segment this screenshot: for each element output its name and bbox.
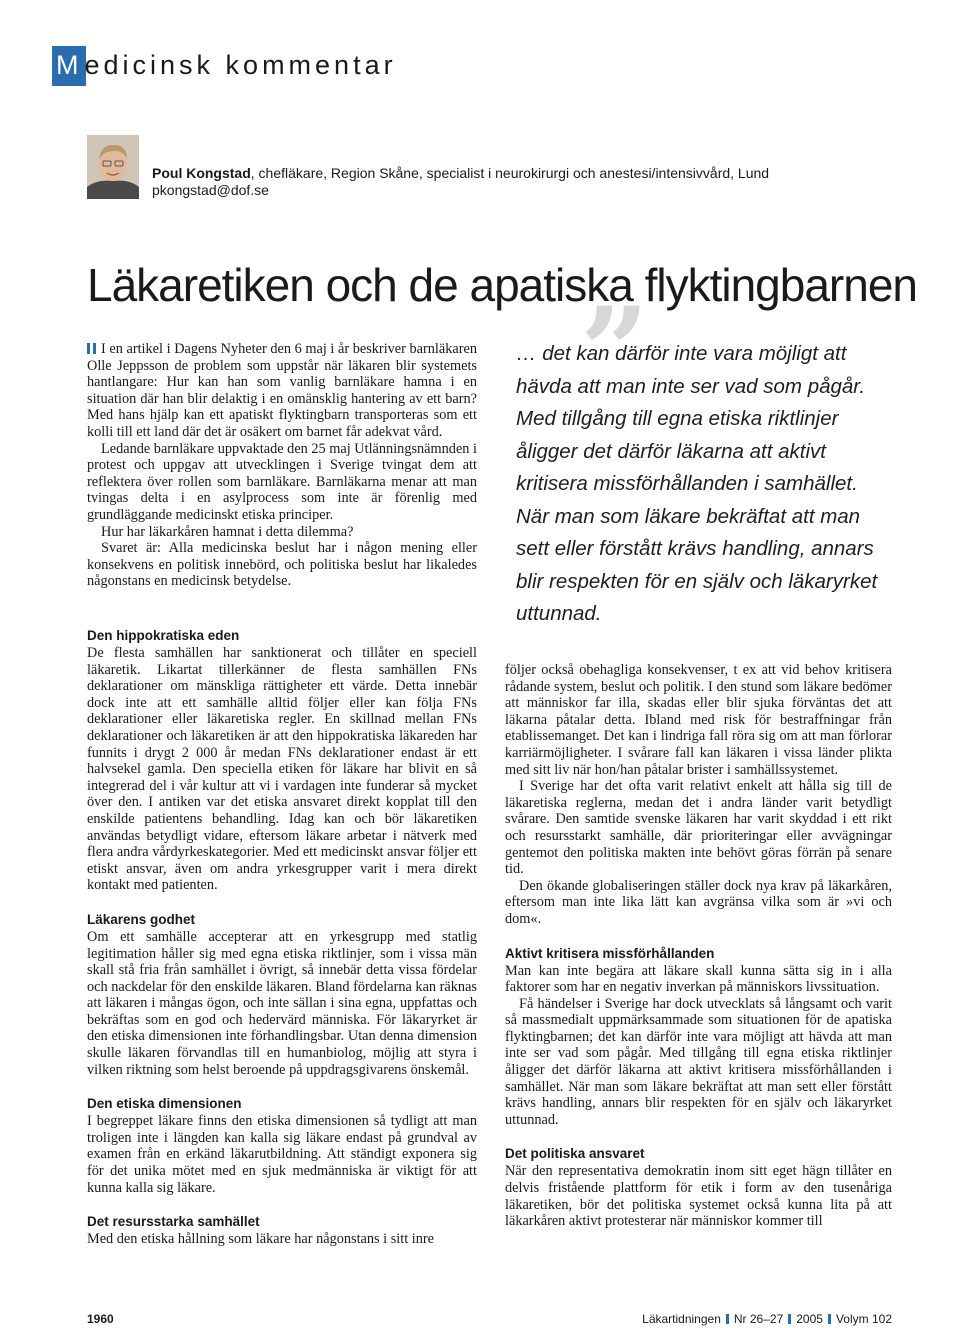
intro-paragraph: Hur har läkarkåren hamnat i detta dilemma? [101, 523, 354, 540]
section-heading: Den hippokratiska eden [87, 628, 240, 643]
section-heading: Det politiska ansvaret [505, 1146, 645, 1162]
author-name: Poul Kongstad [152, 165, 251, 181]
journal-year: 2005 [796, 1312, 823, 1326]
right-column [505, 662, 892, 1230]
footer-separator [726, 1314, 729, 1324]
body-paragraph: Om ett samhälle accepterar att en yrkesgrupp med statlig legitimation håller sig med egna etiska riktlinjer, som i vissa män skall stå fria från samhället i övrigt, så innebär detta vissa fördelar och nackdelar för den enskilde läkaren. Bland fördelarna kan räknas att läkaren i mångas ögon, och inte sällan i sina egna, uppfattas och bekräftas som en god och hedervärd människa. För läkaryrket är den etiska dimensionen inte förhandlingsbar. Utan denna dimension skulle läkaren förvandlas till en humanbiolog, möjlig att styra i vilken riktning som helst beroende på uppdragsgivarens önskemål. [87, 928, 477, 1078]
author-portrait-icon [87, 135, 139, 199]
body-paragraph: I Sverige har det ofta varit relativt enkelt att hålla sig till de läkaretiska reglerna, medan det i andra länder varit betydligt svårare. Den samtide svenske läkaren har varit skyddad i ett rikt och resursstarkt samhälle, där prioriteringar eller avvägningar gentemot den politiska makten inte behövt göras förrän på senare tid. [505, 778, 892, 878]
intro-column [87, 341, 477, 590]
body-paragraph: När den representativa demokratin inom sitt eget hägn tillåter en delvis fristående plattform för etik i form av den tusenåriga läkaretiken, bör det politiska systemet också kunna lita på att läkarkåren aktivt protesterar när människor kommer till [505, 1163, 892, 1230]
section-heading: Läkarens godhet [87, 911, 196, 927]
body-paragraph: följer också obehagliga konsekvenser, t ex att vid behov kritisera rådande system, beslut och politik. I den stund som läkare bedömer att människor far illa, skadas eller blir sjuka förväntas det att läkarna påtalar detta. Ibland med risk för bestraffningar från etablissemanget. Det kan i lindriga fall röra sig om att man förlorar karriärmöjligheter. I svårare fall kan läkaren i vissa länder plikta med sitt liv när hon/han påtalar brister i samhällssystemet. [505, 662, 892, 778]
body-paragraph: Få händelser i Sverige har dock utvecklats så långsamt och varit så massmedialt uppmärksammade som situationen för de apatiska flyktingbarnen; det kan därför inte vara möjligt att hävda att man inte ser vad som pågår. Med tillgång till egna etiska riktlinjer åligger det därför läkarna att aktivt kritisera missförhållanden i samhället. När man som läkare bekräftat att man sett eller förstått krävs handling, annars blir respekten för en själv och läkaryrket uttunnad. [505, 995, 892, 1128]
journal-name: Läkartidningen [642, 1312, 721, 1326]
intro-paragraph: Svaret är: Alla medicinska beslut har i någon mening eller konsekvens en politisk innebörd, och politiska beslut har likaledes någonstans en medicinsk betydelse. [87, 540, 477, 590]
author-role: , chefläkare, Region Skåne, specialist i neurokirurgi och anestesi/intensivvård, Lund [250, 165, 770, 181]
intro-paragraph: Ledande barnläkare uppvaktade den 25 maj Utlänningsnämnden i protest och uppgav att utvecklingen i Sverige tvingat dem att reflektera över rollen som barnläkare. Barnläkarna menar att man tvingas delta i en asylprocess som inte är förenlig med grundläggande medicinskt etiska principer. [87, 440, 477, 523]
intro-paragraph: I en artikel i Dagens Nyheter den 6 maj i år beskriver barnläkaren Olle Jeppsson de problem som uppstår när läkaren blir systemets hantlangare: Hur kan han som vanlig barnläkare hamna i en situation där han blir delaktig i en omänsklig hantering av ett barn? Med hans hjälp kan ett apatiskt flyktingbarn transporteras som ett kolli till ett land där det är osäkert om barnet får adekvat vård. [87, 341, 477, 440]
article-headline: Läkaretiken och de apatiska flyktingbarnen [87, 259, 918, 311]
author-photo [87, 135, 139, 199]
journal-footer [642, 1312, 892, 1326]
section-title-initial: M [56, 50, 83, 80]
body-paragraph: De flesta samhällen har sanktionerat och tillåter en speciell läkaretik. Likartat tillerkänner de flesta samhällen FNs deklarationer om mänskliga rättigheter ett värde. Detta innebär dock inte att ett samhälle alltid följer eller kan följa FNs deklarationer eller läkaretiska regler. En skillnad mellan FNs deklarationer och läkaretiken är att den hippokratiska läkareden har funnits i drygt 2 000 år medan FNs deklarationer endast är ett halvsekel gamla. Den speciella etiken för läkare har blivit en så integrerad del i vår kultur att vi i vardagen inte funderar så mycket över den. I antiken var det etiska ansvaret direkt kopplat till den enskilde patientens behandling. Idag kan och bör läkaretiken användas betydligt vidare, eftersom läkare arbetar i nätverk med flera andra vårdyrkeskategorier. Med ett medicinskt ansvar följer ett etiskt ansvar, även om andra yrkesgrupper varit i mera direkt kontakt med patienten. [87, 645, 477, 894]
body-paragraph: Den ökande globaliseringen ställer dock nya krav på läkarkåren, eftersom man inte lika lätt kan avgränsa vilka som är »vi och dom«. [505, 877, 892, 927]
footer-separator [788, 1314, 791, 1324]
pull-quote: … det kan därför inte vara möjligt att hävda att man inte ser vad som pågår. Med tillgång till egna etiska riktlinjer åligger det därför läkarna att aktivt kritisera missförhållanden i samhället. När man som läkare bekräftat att man sett eller förstått krävs handling, annars blir respekten för en själv och läkaryrket uttunnad. [516, 342, 878, 625]
journal-issue: Nr 26–27 [733, 1312, 784, 1326]
section-title-rest: edicinsk kommentar [84, 50, 397, 80]
quote-mark-icon: ” [580, 281, 650, 422]
body-paragraph: Man kan inte begära att läkare skall kunna sätta sig in i alla faktorer som har en negativ inverkan på människors livssituation. [505, 962, 892, 996]
section-heading: Det resursstarka samhället [87, 1214, 260, 1230]
author-email: pkongstad@dof.se [152, 182, 269, 198]
body-paragraph: Med den etiska hållning som läkare har någonstans i sitt inre [87, 1231, 435, 1248]
left-column [87, 628, 477, 1248]
journal-volume: Volym 102 [835, 1312, 892, 1326]
paragraph-bars-icon [87, 343, 96, 354]
body-paragraph: I begreppet läkare finns den etiska dimensionen så tydligt att man troligen inte i längden kan kalla sig läkare endast på grundval av examen från en erkänd läkarutbildning. Att ständigt exponera sig för det unika mötet med en sjuk medmänniska är viktigt för att kunna kalla sig läkare. [87, 1113, 477, 1196]
section-heading: Den etiska dimensionen [87, 1096, 242, 1112]
section-title [56, 50, 397, 81]
page-number: 1960 [87, 1312, 114, 1326]
footer-separator [828, 1314, 831, 1324]
author-byline [152, 165, 769, 199]
section-heading: Aktivt kritisera missförhållanden [505, 945, 715, 961]
